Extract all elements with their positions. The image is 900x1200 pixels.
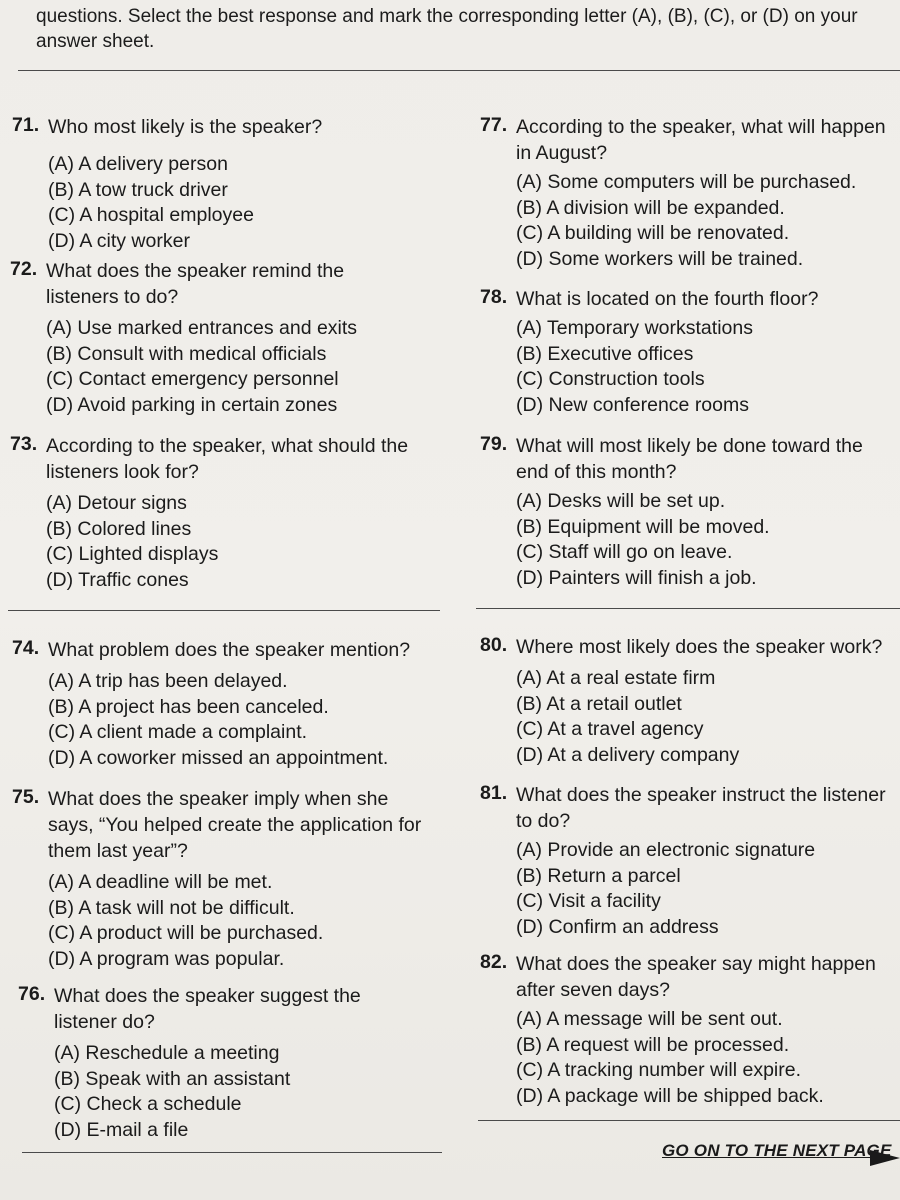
answer-options bbox=[48, 152, 254, 254]
question-stem bbox=[48, 637, 410, 663]
answer-option-b: (B) Return a parcel bbox=[516, 864, 681, 887]
answer-options bbox=[516, 666, 739, 768]
answer-option-b: (B) Speak with an assistant bbox=[54, 1067, 291, 1090]
question-stem bbox=[516, 782, 886, 834]
answer-option-b: (B) A request will be processed. bbox=[516, 1033, 790, 1056]
answer-options bbox=[54, 1041, 290, 1143]
answer-options bbox=[516, 1007, 824, 1109]
answer-option-b: (B) A project has been canceled. bbox=[48, 695, 329, 718]
question-stem-line: Where most likely does the speaker work? bbox=[516, 636, 883, 658]
instructions-text: questions. Select the best response and mark the corresponding letter (A), (B), (C), or (D) on your answer sheet. bbox=[36, 6, 858, 52]
answer-option-c: (C) A building will be renovated. bbox=[516, 222, 790, 244]
question-stem-line: listener do? bbox=[54, 1011, 155, 1033]
divider-right-82 bbox=[478, 1120, 900, 1121]
question-stem-line: What does the speaker instruct the listener bbox=[516, 784, 886, 806]
question-number: 79. bbox=[480, 433, 508, 455]
answer-options bbox=[46, 316, 357, 418]
question-stem-line: What does the speaker remind the bbox=[46, 260, 345, 282]
answer-options bbox=[48, 669, 388, 771]
answer-option-a: (A) Detour signs bbox=[46, 492, 187, 514]
answer-options bbox=[516, 316, 753, 418]
question-number: 81. bbox=[480, 782, 508, 804]
answer-option-d: (D) E-mail a file bbox=[54, 1118, 189, 1141]
answer-option-c: (C) Lighted displays bbox=[46, 543, 219, 565]
answer-option-c: (C) Construction tools bbox=[516, 368, 705, 390]
question-number: 76. bbox=[18, 983, 46, 1005]
answer-option-b: (B) A division will be expanded. bbox=[516, 196, 785, 219]
answer-option-b: (B) Executive offices bbox=[516, 342, 694, 365]
answer-option-c: (C) A tracking number will expire. bbox=[516, 1059, 802, 1081]
question-stem-line: them last year”? bbox=[48, 840, 188, 862]
answer-option-d: (D) Some workers will be trained. bbox=[516, 247, 804, 270]
question-number: 73. bbox=[10, 433, 38, 455]
answer-option-b: (B) Equipment will be moved. bbox=[516, 515, 770, 538]
answer-options bbox=[516, 838, 815, 940]
answer-option-d: (D) A coworker missed an appointment. bbox=[48, 746, 389, 769]
answer-option-c: (C) At a travel agency bbox=[516, 718, 704, 740]
answer-option-a: (A) A trip has been delayed. bbox=[48, 670, 288, 692]
answer-option-c: (C) A hospital employee bbox=[48, 204, 254, 226]
question-number: 77. bbox=[480, 114, 508, 136]
answer-option-d: (D) A city worker bbox=[48, 229, 190, 252]
answer-option-a: (A) Provide an electronic signature bbox=[516, 839, 816, 861]
arrow-right-icon bbox=[870, 1150, 900, 1166]
question-stem bbox=[516, 634, 882, 660]
answer-options bbox=[46, 491, 218, 593]
question-number: 78. bbox=[480, 286, 508, 308]
answer-option-d: (D) New conference rooms bbox=[516, 393, 749, 416]
answer-option-d: (D) Avoid parking in certain zones bbox=[46, 393, 338, 416]
question-stem-line: According to the speaker, what will happen bbox=[516, 116, 886, 138]
divider-left-76 bbox=[22, 1152, 442, 1153]
answer-option-b: (B) Consult with medical officials bbox=[46, 342, 327, 365]
question-stem-line: listeners to do? bbox=[46, 286, 179, 308]
answer-option-a: (A) A delivery person bbox=[48, 153, 228, 175]
answer-option-a: (A) A message will be sent out. bbox=[516, 1008, 783, 1030]
question-stem-line: What does the speaker imply when she bbox=[48, 788, 389, 810]
divider-right-79 bbox=[476, 608, 900, 609]
question-stem-line: end of this month? bbox=[516, 461, 677, 483]
answer-option-d: (D) A program was popular. bbox=[48, 947, 285, 970]
answer-option-a: (A) Temporary workstations bbox=[516, 317, 753, 339]
answer-option-c: (C) Check a schedule bbox=[54, 1093, 242, 1115]
question-stem bbox=[46, 258, 344, 310]
question-stem-line: Who most likely is the speaker? bbox=[48, 116, 323, 138]
question-stem bbox=[48, 786, 421, 864]
question-stem-line: says, “You helped create the application for bbox=[48, 814, 422, 836]
question-stem-line: What will most likely be done toward the bbox=[516, 435, 863, 457]
question-stem-line: in August? bbox=[516, 142, 608, 164]
question-stem-line: What is located on the fourth floor? bbox=[516, 288, 819, 310]
answer-options bbox=[516, 489, 770, 591]
question-number: 74. bbox=[12, 637, 40, 659]
question-number: 80. bbox=[480, 634, 508, 656]
answer-option-b: (B) A tow truck driver bbox=[48, 178, 228, 201]
answer-option-d: (D) A package will be shipped back. bbox=[516, 1084, 824, 1107]
question-stem bbox=[54, 983, 361, 1035]
next-page-label: GO ON TO THE NEXT PAGE bbox=[662, 1141, 892, 1160]
question-stem-line: According to the speaker, what should the bbox=[46, 435, 409, 457]
answer-options bbox=[516, 170, 856, 272]
question-number: 75. bbox=[12, 786, 40, 808]
answer-option-b: (B) Colored lines bbox=[46, 517, 192, 540]
question-stem bbox=[516, 951, 876, 1003]
answer-option-c: (C) Staff will go on leave. bbox=[516, 541, 733, 563]
answer-option-a: (A) A deadline will be met. bbox=[48, 871, 273, 893]
answer-options bbox=[48, 870, 323, 972]
answer-option-c: (C) Contact emergency personnel bbox=[46, 368, 339, 390]
answer-option-d: (D) Traffic cones bbox=[46, 568, 189, 591]
question-stem-line: after seven days? bbox=[516, 979, 670, 1001]
question-stem-line: What does the speaker suggest the bbox=[54, 985, 361, 1007]
top-divider bbox=[18, 70, 900, 71]
question-stem bbox=[48, 114, 322, 140]
answer-option-a: (A) Some computers will be purchased. bbox=[516, 171, 857, 193]
divider-left-73 bbox=[8, 610, 440, 611]
answer-option-c: (C) Visit a facility bbox=[516, 890, 661, 912]
answer-option-b: (B) At a retail outlet bbox=[516, 692, 682, 715]
answer-option-d: (D) Confirm an address bbox=[516, 915, 719, 938]
answer-option-d: (D) Painters will finish a job. bbox=[516, 566, 757, 589]
question-stem bbox=[516, 433, 863, 485]
answer-option-a: (A) At a real estate firm bbox=[516, 667, 716, 689]
question-stem-line: What problem does the speaker mention? bbox=[48, 639, 411, 661]
question-stem bbox=[516, 286, 818, 312]
answer-option-a: (A) Use marked entrances and exits bbox=[46, 317, 358, 339]
answer-option-c: (C) A client made a complaint. bbox=[48, 721, 308, 743]
question-stem-line: What does the speaker say might happen bbox=[516, 953, 876, 975]
question-stem bbox=[46, 433, 408, 485]
answer-option-b: (B) A task will not be difficult. bbox=[48, 896, 295, 919]
answer-option-a: (A) Desks will be set up. bbox=[516, 490, 726, 512]
answer-option-c: (C) A product will be purchased. bbox=[48, 922, 324, 944]
answer-option-a: (A) Reschedule a meeting bbox=[54, 1042, 280, 1064]
question-stem-line: listeners look for? bbox=[46, 461, 199, 483]
question-number: 72. bbox=[10, 258, 38, 280]
question-number: 71. bbox=[12, 114, 40, 136]
question-stem bbox=[516, 114, 886, 166]
question-stem-line: to do? bbox=[516, 810, 571, 832]
question-number: 82. bbox=[480, 951, 508, 973]
answer-option-d: (D) At a delivery company bbox=[516, 743, 740, 766]
